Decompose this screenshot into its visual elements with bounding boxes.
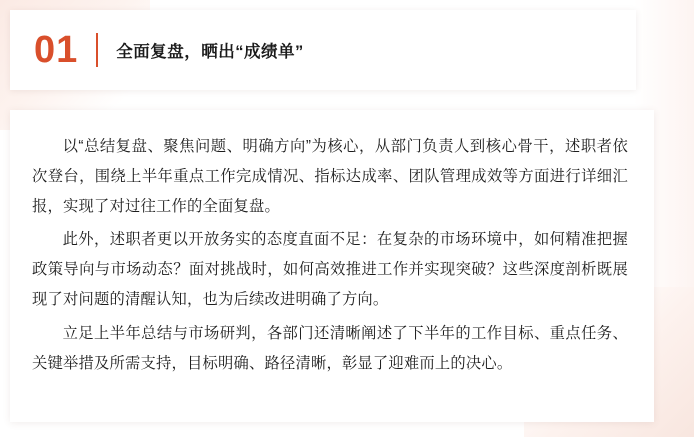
body-content-card (10, 110, 654, 422)
body-paragraph: 立足上半年总结与市场研判，各部门还清晰阐述了下半年的工作目标、重点任务、关键举措及所需支持，目标明确、路径清晰，彰显了迎难而上的决心。 (32, 324, 628, 372)
section-header-card (10, 10, 636, 90)
page-title: 全面复盘，晒出“成绩单” (116, 43, 304, 61)
body-paragraph: 以“总结复盘、聚焦问题、明确方向”为核心，从部门负责人到核心骨干，述职者依次登台，围绕上半年重点工作完成情况、指标达成率、团队管理成效等方面进行详细汇报，实现了对过往工作的全面复盘。 (32, 138, 628, 215)
header-divider (96, 33, 98, 67)
section-number: 01 (34, 29, 79, 71)
body-paragraph: 此外，述职者更以开放务实的态度直面不足：在复杂的市场环境中，如何精准把握政策导向与市场动态？面对挑战时，如何高效推进工作并实现突破？这些深度剖析既展现了对问题的清醒认知，也为后续改进明确了方向。 (32, 231, 628, 309)
